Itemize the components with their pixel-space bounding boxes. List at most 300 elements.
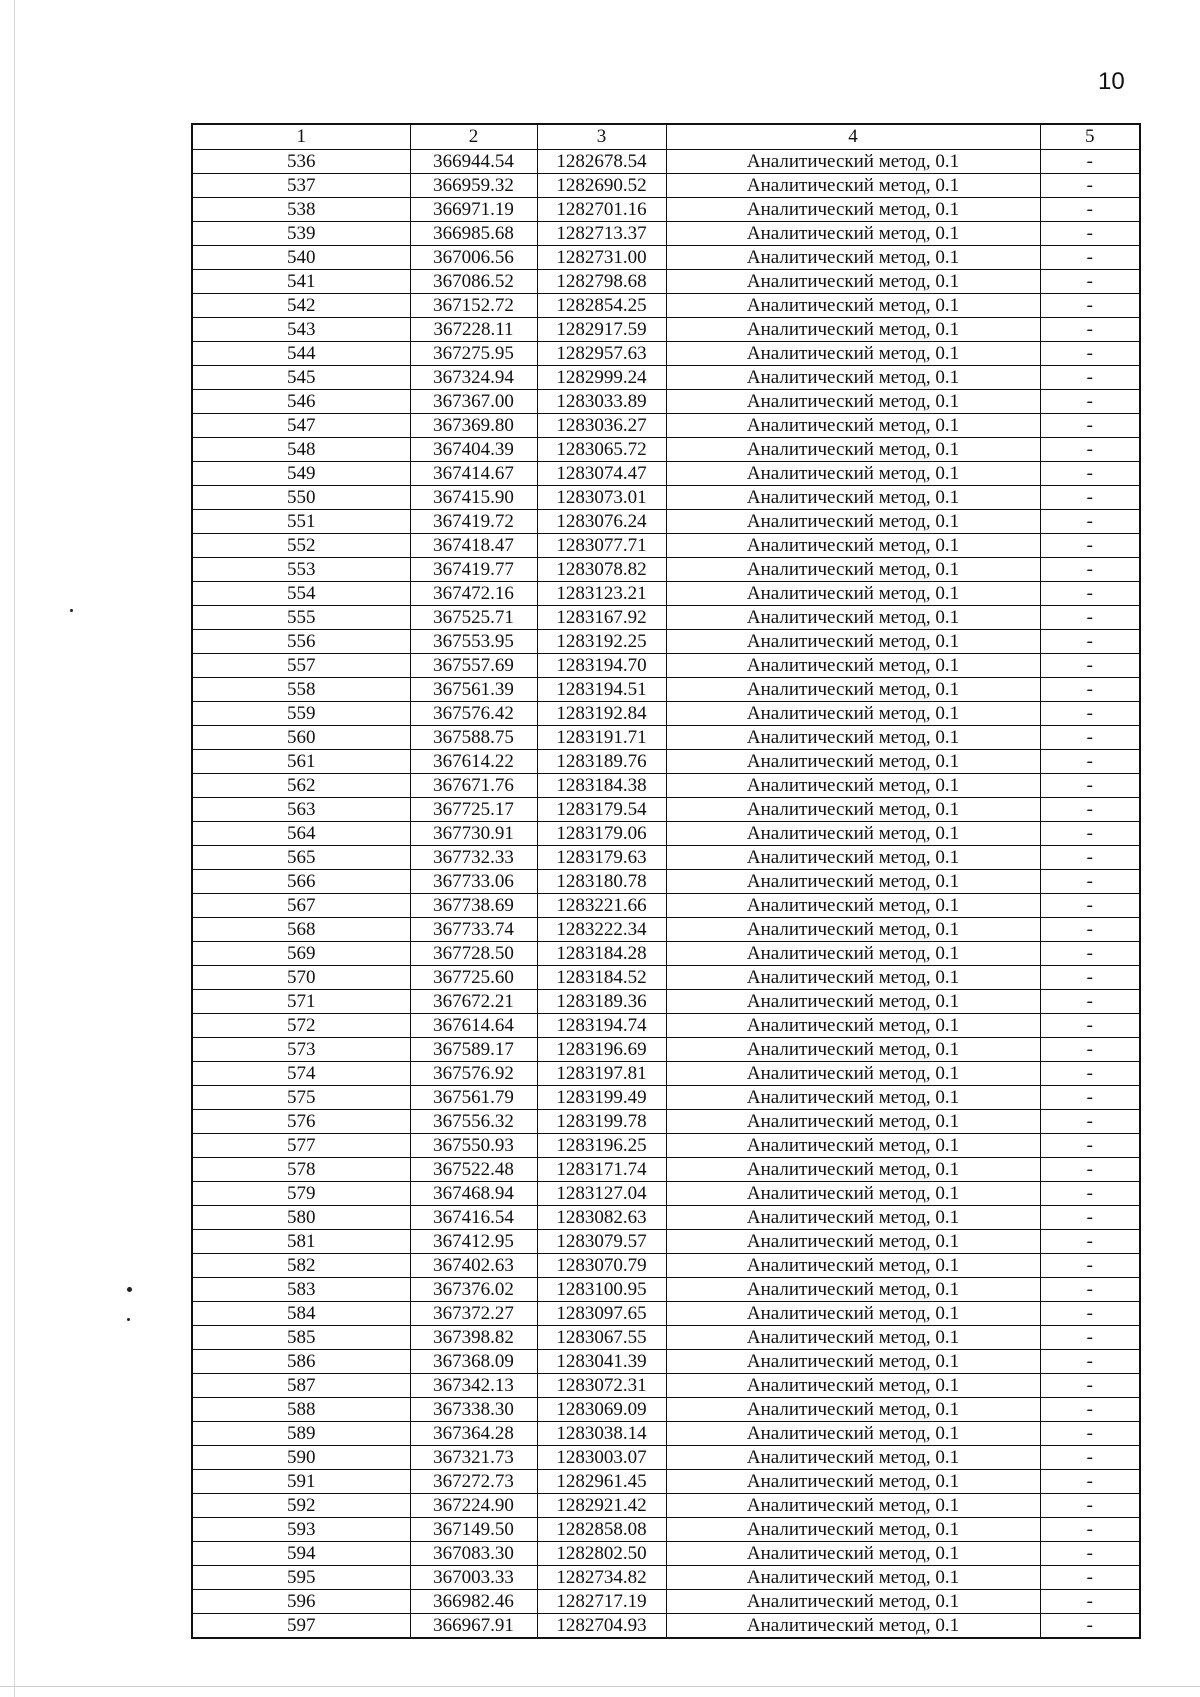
note-cell: - [1040, 198, 1140, 222]
method-cell: Аналитический метод, 0.1 [666, 678, 1040, 702]
x-coordinate-cell: 367372.27 [410, 1302, 537, 1326]
point-number-cell: 551 [192, 510, 410, 534]
y-coordinate-cell: 1283222.34 [537, 918, 666, 942]
scan-speck [127, 1287, 132, 1292]
point-number-cell: 560 [192, 726, 410, 750]
point-number-cell: 591 [192, 1470, 410, 1494]
table-row [192, 750, 1140, 774]
point-number-cell: 539 [192, 222, 410, 246]
method-cell: Аналитический метод, 0.1 [666, 1494, 1040, 1518]
table-row [192, 1158, 1140, 1182]
point-number-cell: 548 [192, 438, 410, 462]
column-header: 4 [666, 124, 1040, 150]
x-coordinate-cell: 367003.33 [410, 1566, 537, 1590]
note-cell: - [1040, 1038, 1140, 1062]
method-cell: Аналитический метод, 0.1 [666, 414, 1040, 438]
point-number-cell: 545 [192, 366, 410, 390]
point-number-cell: 546 [192, 390, 410, 414]
method-cell: Аналитический метод, 0.1 [666, 510, 1040, 534]
point-number-cell: 540 [192, 246, 410, 270]
table-row [192, 486, 1140, 510]
x-coordinate-cell: 367272.73 [410, 1470, 537, 1494]
table-row [192, 1614, 1140, 1639]
note-cell: - [1040, 822, 1140, 846]
method-cell: Аналитический метод, 0.1 [666, 702, 1040, 726]
table-row [192, 606, 1140, 630]
y-coordinate-cell: 1283189.36 [537, 990, 666, 1014]
method-cell: Аналитический метод, 0.1 [666, 1470, 1040, 1494]
column-header: 2 [410, 124, 537, 150]
note-cell: - [1040, 966, 1140, 990]
table-row [192, 318, 1140, 342]
note-cell: - [1040, 1614, 1140, 1639]
table-row [192, 174, 1140, 198]
y-coordinate-cell: 1283097.65 [537, 1302, 666, 1326]
method-cell: Аналитический метод, 0.1 [666, 486, 1040, 510]
x-coordinate-cell: 367152.72 [410, 294, 537, 318]
table-row [192, 1182, 1140, 1206]
point-number-cell: 566 [192, 870, 410, 894]
x-coordinate-cell: 367725.17 [410, 798, 537, 822]
point-number-cell: 571 [192, 990, 410, 1014]
note-cell: - [1040, 1494, 1140, 1518]
note-cell: - [1040, 606, 1140, 630]
x-coordinate-cell: 366982.46 [410, 1590, 537, 1614]
method-cell: Аналитический метод, 0.1 [666, 1326, 1040, 1350]
x-coordinate-cell: 367368.09 [410, 1350, 537, 1374]
method-cell: Аналитический метод, 0.1 [666, 582, 1040, 606]
note-cell: - [1040, 438, 1140, 462]
x-coordinate-cell: 367561.79 [410, 1086, 537, 1110]
note-cell: - [1040, 294, 1140, 318]
point-number-cell: 567 [192, 894, 410, 918]
coordinates-table [191, 123, 1141, 1639]
y-coordinate-cell: 1283180.78 [537, 870, 666, 894]
table-row [192, 1398, 1140, 1422]
method-cell: Аналитический метод, 0.1 [666, 630, 1040, 654]
note-cell: - [1040, 174, 1140, 198]
table-row [192, 1422, 1140, 1446]
y-coordinate-cell: 1283074.47 [537, 462, 666, 486]
method-cell: Аналитический метод, 0.1 [666, 342, 1040, 366]
note-cell: - [1040, 414, 1140, 438]
y-coordinate-cell: 1283197.81 [537, 1062, 666, 1086]
note-cell: - [1040, 1566, 1140, 1590]
x-coordinate-cell: 367324.94 [410, 366, 537, 390]
y-coordinate-cell: 1282957.63 [537, 342, 666, 366]
point-number-cell: 585 [192, 1326, 410, 1350]
method-cell: Аналитический метод, 0.1 [666, 750, 1040, 774]
scan-margin-line [14, 0, 15, 1697]
y-coordinate-cell: 1283123.21 [537, 582, 666, 606]
y-coordinate-cell: 1283076.24 [537, 510, 666, 534]
method-cell: Аналитический метод, 0.1 [666, 294, 1040, 318]
y-coordinate-cell: 1283189.76 [537, 750, 666, 774]
method-cell: Аналитический метод, 0.1 [666, 1374, 1040, 1398]
y-coordinate-cell: 1282858.08 [537, 1518, 666, 1542]
table-row [192, 558, 1140, 582]
y-coordinate-cell: 1283078.82 [537, 558, 666, 582]
point-number-cell: 569 [192, 942, 410, 966]
point-number-cell: 555 [192, 606, 410, 630]
method-cell: Аналитический метод, 0.1 [666, 894, 1040, 918]
note-cell: - [1040, 1422, 1140, 1446]
point-number-cell: 583 [192, 1278, 410, 1302]
y-coordinate-cell: 1283194.70 [537, 654, 666, 678]
table-row [192, 702, 1140, 726]
table-row [192, 1374, 1140, 1398]
y-coordinate-cell: 1283196.69 [537, 1038, 666, 1062]
note-cell: - [1040, 1062, 1140, 1086]
x-coordinate-cell: 367369.80 [410, 414, 537, 438]
x-coordinate-cell: 367418.47 [410, 534, 537, 558]
method-cell: Аналитический метод, 0.1 [666, 1278, 1040, 1302]
table-row [192, 942, 1140, 966]
method-cell: Аналитический метод, 0.1 [666, 270, 1040, 294]
point-number-cell: 592 [192, 1494, 410, 1518]
method-cell: Аналитический метод, 0.1 [666, 198, 1040, 222]
y-coordinate-cell: 1283038.14 [537, 1422, 666, 1446]
point-number-cell: 559 [192, 702, 410, 726]
table-row [192, 846, 1140, 870]
table-row [192, 1110, 1140, 1134]
x-coordinate-cell: 367083.30 [410, 1542, 537, 1566]
point-number-cell: 553 [192, 558, 410, 582]
x-coordinate-cell: 366985.68 [410, 222, 537, 246]
point-number-cell: 578 [192, 1158, 410, 1182]
x-coordinate-cell: 367556.32 [410, 1110, 537, 1134]
x-coordinate-cell: 367550.93 [410, 1134, 537, 1158]
y-coordinate-cell: 1283184.28 [537, 942, 666, 966]
table-row [192, 1014, 1140, 1038]
table-row [192, 798, 1140, 822]
method-cell: Аналитический метод, 0.1 [666, 654, 1040, 678]
x-coordinate-cell: 367725.60 [410, 966, 537, 990]
method-cell: Аналитический метод, 0.1 [666, 1542, 1040, 1566]
note-cell: - [1040, 894, 1140, 918]
x-coordinate-cell: 367522.48 [410, 1158, 537, 1182]
note-cell: - [1040, 150, 1140, 174]
x-coordinate-cell: 367342.13 [410, 1374, 537, 1398]
point-number-cell: 542 [192, 294, 410, 318]
table-row [192, 1446, 1140, 1470]
table-row [192, 582, 1140, 606]
x-coordinate-cell: 367338.30 [410, 1398, 537, 1422]
y-coordinate-cell: 1283184.38 [537, 774, 666, 798]
point-number-cell: 582 [192, 1254, 410, 1278]
note-cell: - [1040, 630, 1140, 654]
table-row [192, 1350, 1140, 1374]
x-coordinate-cell: 367576.92 [410, 1062, 537, 1086]
note-cell: - [1040, 1302, 1140, 1326]
y-coordinate-cell: 1283100.95 [537, 1278, 666, 1302]
method-cell: Аналитический метод, 0.1 [666, 1110, 1040, 1134]
note-cell: - [1040, 1374, 1140, 1398]
method-cell: Аналитический метод, 0.1 [666, 1590, 1040, 1614]
method-cell: Аналитический метод, 0.1 [666, 870, 1040, 894]
note-cell: - [1040, 558, 1140, 582]
table-row [192, 270, 1140, 294]
point-number-cell: 576 [192, 1110, 410, 1134]
note-cell: - [1040, 1518, 1140, 1542]
x-coordinate-cell: 367419.72 [410, 510, 537, 534]
column-header: 3 [537, 124, 666, 150]
note-cell: - [1040, 1110, 1140, 1134]
method-cell: Аналитический метод, 0.1 [666, 1254, 1040, 1278]
note-cell: - [1040, 486, 1140, 510]
method-cell: Аналитический метод, 0.1 [666, 534, 1040, 558]
method-cell: Аналитический метод, 0.1 [666, 1014, 1040, 1038]
point-number-cell: 587 [192, 1374, 410, 1398]
x-coordinate-cell: 367576.42 [410, 702, 537, 726]
point-number-cell: 552 [192, 534, 410, 558]
point-number-cell: 596 [192, 1590, 410, 1614]
method-cell: Аналитический метод, 0.1 [666, 966, 1040, 990]
x-coordinate-cell: 367730.91 [410, 822, 537, 846]
table-row [192, 342, 1140, 366]
method-cell: Аналитический метод, 0.1 [666, 918, 1040, 942]
column-header: 1 [192, 124, 410, 150]
method-cell: Аналитический метод, 0.1 [666, 1422, 1040, 1446]
table-row [192, 294, 1140, 318]
x-coordinate-cell: 367732.33 [410, 846, 537, 870]
point-number-cell: 538 [192, 198, 410, 222]
table-row [192, 966, 1140, 990]
point-number-cell: 547 [192, 414, 410, 438]
note-cell: - [1040, 366, 1140, 390]
note-cell: - [1040, 1470, 1140, 1494]
method-cell: Аналитический метод, 0.1 [666, 990, 1040, 1014]
method-cell: Аналитический метод, 0.1 [666, 1446, 1040, 1470]
note-cell: - [1040, 222, 1140, 246]
x-coordinate-cell: 367412.95 [410, 1230, 537, 1254]
x-coordinate-cell: 367224.90 [410, 1494, 537, 1518]
table-row [192, 1134, 1140, 1158]
table-row [192, 462, 1140, 486]
x-coordinate-cell: 366967.91 [410, 1614, 537, 1639]
table-row [192, 870, 1140, 894]
point-number-cell: 565 [192, 846, 410, 870]
method-cell: Аналитический метод, 0.1 [666, 558, 1040, 582]
note-cell: - [1040, 1086, 1140, 1110]
x-coordinate-cell: 366959.32 [410, 174, 537, 198]
y-coordinate-cell: 1283192.25 [537, 630, 666, 654]
table-row [192, 1302, 1140, 1326]
note-cell: - [1040, 942, 1140, 966]
y-coordinate-cell: 1282961.45 [537, 1470, 666, 1494]
note-cell: - [1040, 990, 1140, 1014]
y-coordinate-cell: 1282678.54 [537, 150, 666, 174]
note-cell: - [1040, 534, 1140, 558]
note-cell: - [1040, 462, 1140, 486]
table-row [192, 438, 1140, 462]
y-coordinate-cell: 1283199.49 [537, 1086, 666, 1110]
method-cell: Аналитический метод, 0.1 [666, 726, 1040, 750]
method-cell: Аналитический метод, 0.1 [666, 318, 1040, 342]
x-coordinate-cell: 367376.02 [410, 1278, 537, 1302]
method-cell: Аналитический метод, 0.1 [666, 222, 1040, 246]
note-cell: - [1040, 342, 1140, 366]
scan-speck [70, 609, 73, 612]
note-cell: - [1040, 726, 1140, 750]
x-coordinate-cell: 367525.71 [410, 606, 537, 630]
method-cell: Аналитический метод, 0.1 [666, 1350, 1040, 1374]
note-cell: - [1040, 918, 1140, 942]
table-row [192, 150, 1140, 174]
note-cell: - [1040, 270, 1140, 294]
y-coordinate-cell: 1283171.74 [537, 1158, 666, 1182]
y-coordinate-cell: 1283072.31 [537, 1374, 666, 1398]
y-coordinate-cell: 1283041.39 [537, 1350, 666, 1374]
x-coordinate-cell: 367419.77 [410, 558, 537, 582]
point-number-cell: 556 [192, 630, 410, 654]
method-cell: Аналитический метод, 0.1 [666, 1206, 1040, 1230]
x-coordinate-cell: 366944.54 [410, 150, 537, 174]
x-coordinate-cell: 367367.00 [410, 390, 537, 414]
note-cell: - [1040, 1158, 1140, 1182]
method-cell: Аналитический метод, 0.1 [666, 846, 1040, 870]
note-cell: - [1040, 798, 1140, 822]
note-cell: - [1040, 1254, 1140, 1278]
y-coordinate-cell: 1282802.50 [537, 1542, 666, 1566]
note-cell: - [1040, 246, 1140, 270]
point-number-cell: 537 [192, 174, 410, 198]
point-number-cell: 573 [192, 1038, 410, 1062]
x-coordinate-cell: 367728.50 [410, 942, 537, 966]
note-cell: - [1040, 1542, 1140, 1566]
point-number-cell: 549 [192, 462, 410, 486]
y-coordinate-cell: 1282734.82 [537, 1566, 666, 1590]
note-cell: - [1040, 318, 1140, 342]
method-cell: Аналитический метод, 0.1 [666, 150, 1040, 174]
note-cell: - [1040, 702, 1140, 726]
table-row [192, 1566, 1140, 1590]
note-cell: - [1040, 1590, 1140, 1614]
note-cell: - [1040, 1206, 1140, 1230]
point-number-cell: 579 [192, 1182, 410, 1206]
method-cell: Аналитический метод, 0.1 [666, 1062, 1040, 1086]
point-number-cell: 594 [192, 1542, 410, 1566]
y-coordinate-cell: 1283179.54 [537, 798, 666, 822]
point-number-cell: 584 [192, 1302, 410, 1326]
point-number-cell: 575 [192, 1086, 410, 1110]
x-coordinate-cell: 367402.63 [410, 1254, 537, 1278]
header-row [192, 124, 1140, 150]
method-cell: Аналитический метод, 0.1 [666, 390, 1040, 414]
table-row [192, 1590, 1140, 1614]
x-coordinate-cell: 367671.76 [410, 774, 537, 798]
table-row [192, 1086, 1140, 1110]
note-cell: - [1040, 870, 1140, 894]
page-number: 10 [1098, 68, 1125, 95]
method-cell: Аналитический метод, 0.1 [666, 1038, 1040, 1062]
y-coordinate-cell: 1283127.04 [537, 1182, 666, 1206]
point-number-cell: 557 [192, 654, 410, 678]
y-coordinate-cell: 1282921.42 [537, 1494, 666, 1518]
point-number-cell: 563 [192, 798, 410, 822]
method-cell: Аналитический метод, 0.1 [666, 462, 1040, 486]
note-cell: - [1040, 1326, 1140, 1350]
table-row [192, 1062, 1140, 1086]
point-number-cell: 572 [192, 1014, 410, 1038]
point-number-cell: 581 [192, 1230, 410, 1254]
method-cell: Аналитический метод, 0.1 [666, 366, 1040, 390]
note-cell: - [1040, 1398, 1140, 1422]
table-row [192, 198, 1140, 222]
y-coordinate-cell: 1283194.74 [537, 1014, 666, 1038]
x-coordinate-cell: 367588.75 [410, 726, 537, 750]
x-coordinate-cell: 367006.56 [410, 246, 537, 270]
table-row [192, 822, 1140, 846]
y-coordinate-cell: 1283194.51 [537, 678, 666, 702]
table-row [192, 726, 1140, 750]
table-row [192, 990, 1140, 1014]
point-number-cell: 564 [192, 822, 410, 846]
method-cell: Аналитический метод, 0.1 [666, 1518, 1040, 1542]
y-coordinate-cell: 1282717.19 [537, 1590, 666, 1614]
method-cell: Аналитический метод, 0.1 [666, 774, 1040, 798]
y-coordinate-cell: 1282704.93 [537, 1614, 666, 1639]
x-coordinate-cell: 367553.95 [410, 630, 537, 654]
y-coordinate-cell: 1283179.06 [537, 822, 666, 846]
y-coordinate-cell: 1283082.63 [537, 1206, 666, 1230]
method-cell: Аналитический метод, 0.1 [666, 822, 1040, 846]
note-cell: - [1040, 774, 1140, 798]
table-row [192, 534, 1140, 558]
point-number-cell: 543 [192, 318, 410, 342]
table-row [192, 1254, 1140, 1278]
table-row [192, 1518, 1140, 1542]
table-row [192, 894, 1140, 918]
point-number-cell: 586 [192, 1350, 410, 1374]
note-cell: - [1040, 1182, 1140, 1206]
table-row [192, 1542, 1140, 1566]
table-row [192, 1326, 1140, 1350]
y-coordinate-cell: 1282690.52 [537, 174, 666, 198]
x-coordinate-cell: 367321.73 [410, 1446, 537, 1470]
y-coordinate-cell: 1282854.25 [537, 294, 666, 318]
y-coordinate-cell: 1283077.71 [537, 534, 666, 558]
point-number-cell: 577 [192, 1134, 410, 1158]
method-cell: Аналитический метод, 0.1 [666, 1302, 1040, 1326]
table-row [192, 1494, 1140, 1518]
x-coordinate-cell: 367228.11 [410, 318, 537, 342]
y-coordinate-cell: 1282701.16 [537, 198, 666, 222]
table-row [192, 366, 1140, 390]
method-cell: Аналитический метод, 0.1 [666, 1230, 1040, 1254]
y-coordinate-cell: 1283073.01 [537, 486, 666, 510]
y-coordinate-cell: 1283192.84 [537, 702, 666, 726]
method-cell: Аналитический метод, 0.1 [666, 606, 1040, 630]
point-number-cell: 558 [192, 678, 410, 702]
table-row [192, 678, 1140, 702]
table-row [192, 1470, 1140, 1494]
x-coordinate-cell: 367614.22 [410, 750, 537, 774]
y-coordinate-cell: 1283069.09 [537, 1398, 666, 1422]
table-row [192, 1038, 1140, 1062]
x-coordinate-cell: 367275.95 [410, 342, 537, 366]
point-number-cell: 568 [192, 918, 410, 942]
x-coordinate-cell: 367733.06 [410, 870, 537, 894]
note-cell: - [1040, 582, 1140, 606]
method-cell: Аналитический метод, 0.1 [666, 1398, 1040, 1422]
table-row [192, 1206, 1140, 1230]
x-coordinate-cell: 366971.19 [410, 198, 537, 222]
x-coordinate-cell: 367364.28 [410, 1422, 537, 1446]
x-coordinate-cell: 367149.50 [410, 1518, 537, 1542]
x-coordinate-cell: 367733.74 [410, 918, 537, 942]
method-cell: Аналитический метод, 0.1 [666, 1086, 1040, 1110]
